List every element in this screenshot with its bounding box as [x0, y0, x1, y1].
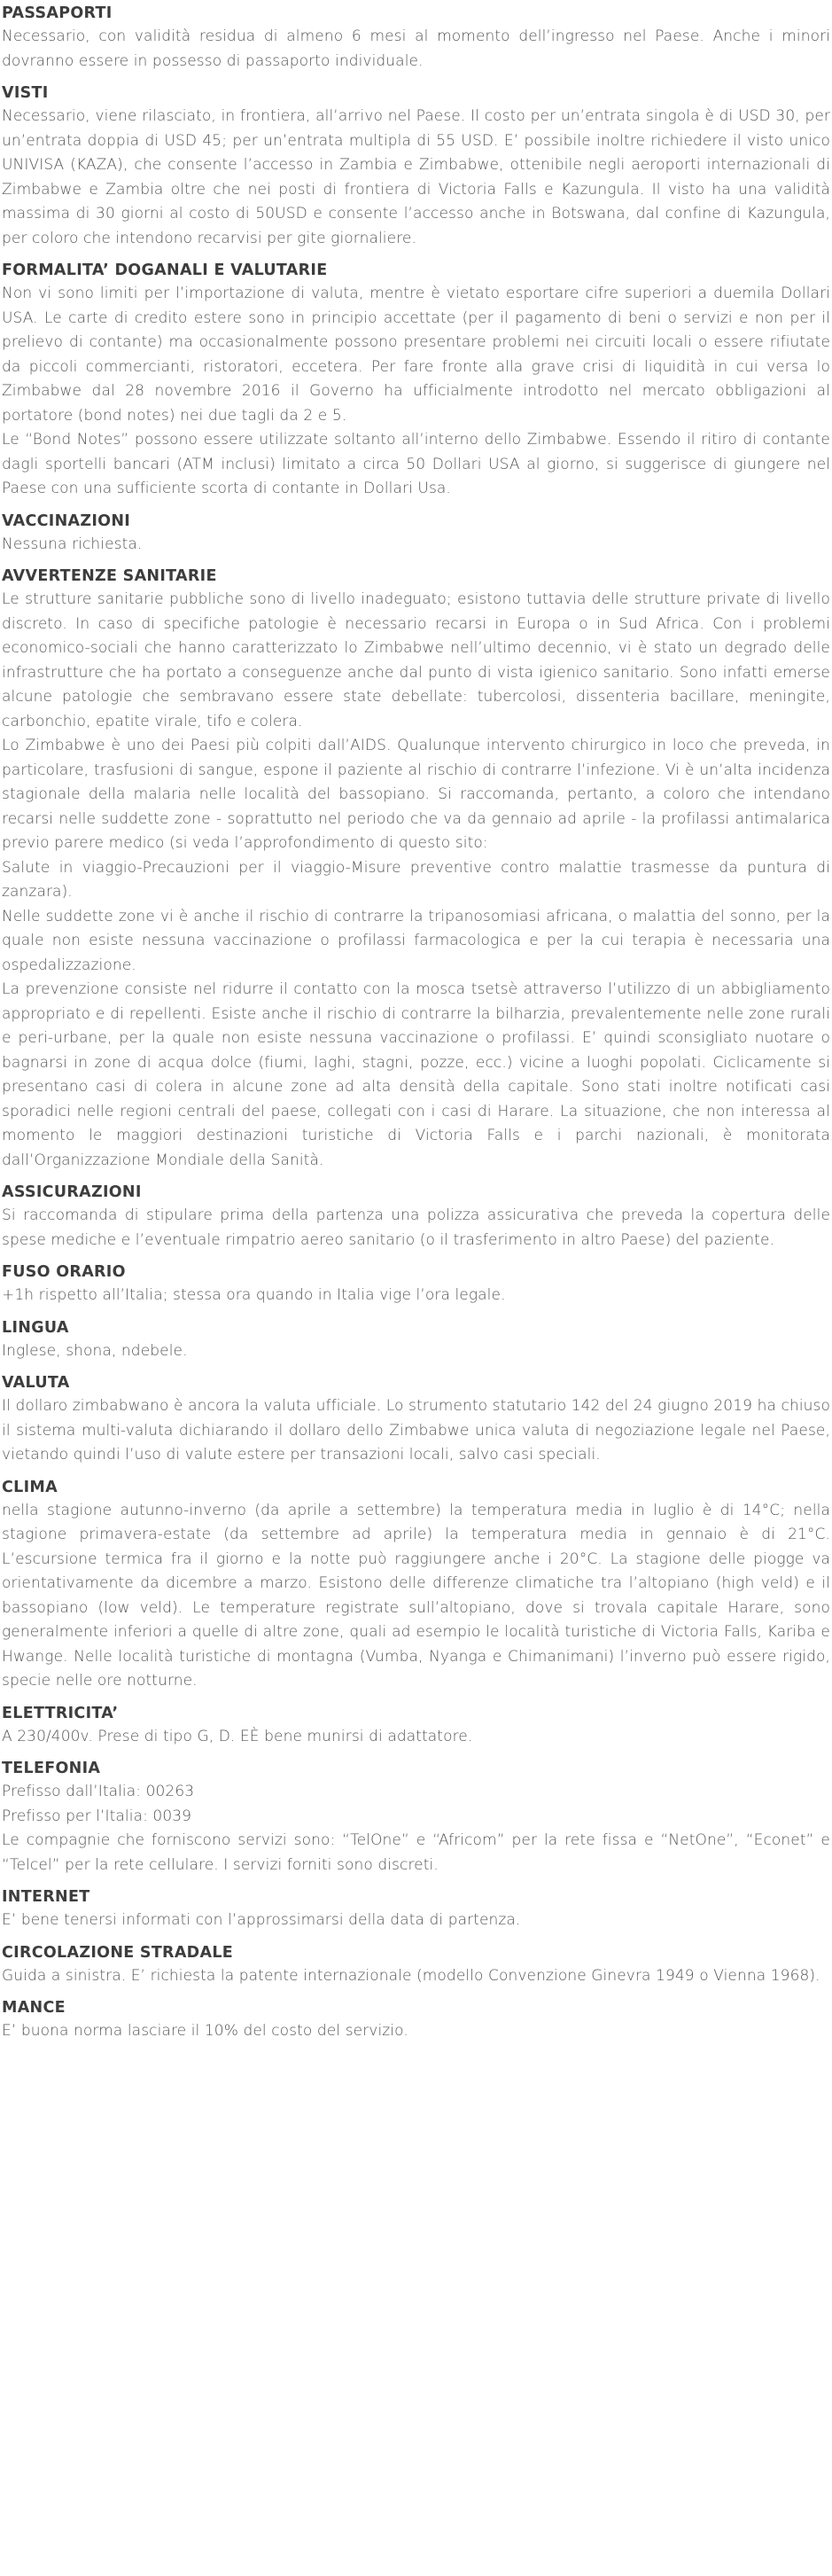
section-formalita-doganali — [2, 259, 830, 502]
section-visti — [2, 82, 830, 251]
section-title: VISTI — [2, 84, 49, 102]
section-paragraph: Nessuna richiesta. — [2, 535, 143, 553]
section-title: TELEFONIA — [2, 1760, 101, 1777]
section-avvertenze-sanitarie — [2, 565, 830, 1173]
section-assicurazioni — [2, 1181, 830, 1253]
section-title: CIRCOLAZIONE STRADALE — [2, 1943, 234, 1962]
section-paragraph: +1h rispetto all’Italia; stessa ora quando in Italia vige l’ora legale. — [2, 1286, 506, 1304]
section-paragraph: Necessario, viene rilasciato, in frontiera, all’arrivo nel Paese. Il costo per un’entrata singola è di USD 30, per un’entrata doppia di USD 45; per un’entrata multipla di 55 USD. E’ possibile inoltre richiedere il visto unico UNIVISA (KAZA), che consente l’accesso in Zambia e Zimbabwe, ottenibile negli aeroporti internazionali di Zimbabwe e Zambia oltre che nei posti di frontiera di Victoria Falls e Kazungula. Il visto ha una validità massima di 30 giorni al costo di 50USD e consente l’accesso anche in Botswana, dal confine di Kazungula, per coloro che intendono recarvisi per gite giornaliere. — [2, 107, 830, 247]
section-vaccinazioni — [2, 510, 830, 558]
section-paragraph: A 230/400v. Prese di tipo G, D. EÈ bene munirsi di adattatore. — [2, 1727, 473, 1745]
section-paragraph: nella stagione autunno-inverno (da aprile a settembre) la temperatura media in luglio è di 14°C; nella stagione primavera-estate (da settembre ad aprile) la temperatura media in gennaio è di 21°C. L’escursione termica fra il giorno e la notte può raggiungere anche i 20°C. La stagione delle piogge va orientativamente da dicembre a marzo. Esistono delle differenze climatiche tra l’altopiano (high veld) e il bassopiano (low veld). Le temperature registrate sull’altopiano, dove si trovala capitale Harare, sono generalmente inferiori a quelle di altre zone, quali ad esempio le località turistiche di Victoria Falls, Kariba e Hwange. Nelle località turistiche di montagna (Vumba, Nyanga e Chimanimani) l’inverno può essere rigido, specie nelle ore notturne. — [2, 1501, 830, 1690]
section-mance — [2, 1996, 830, 2044]
section-paragraph: Le compagnie che forniscono servizi sono: “TelOne” e “Africom” per la rete fissa e “NetOne”, “Econet” e “Telcel” per la rete cellulare. I servizi forniti sono discreti. — [2, 1831, 830, 1874]
section-paragraph: Salute in viaggio-Precauzioni per il viaggio-Misure preventive contro malattie trasmesse da puntura di zanzara). — [2, 858, 830, 901]
section-title: MANCE — [2, 1999, 66, 2017]
section-telefonia — [2, 1757, 830, 1877]
section-paragraph: Prefisso per l’Italia: 0039 — [2, 1807, 192, 1825]
section-paragraph: La prevenzione consiste nel ridurre il contatto con la mosca tsetsè attraverso l’utilizzo di un abbigliamento appropriato e di repellenti. Esiste anche il rischio di contrarre la bilharzia, prevalentemente nelle zone rurali e peri-urbane, per la quale non esiste nessuna vaccinazione o profilassi. E’ quindi sconsigliato nuotare o bagnarsi in zone di acqua dolce (fiumi, laghi, stagni, pozze, ecc.) vicine a luoghi popolati. Ciclicamente si presentano casi di colera in alcune zone ad alta densità della capitale. Sono stati inoltre notificati casi sporadici nelle regioni centrali del paese, collegati con i casi di Harare. La situazione, che non interessa al momento le maggiori destinazioni turistiche di Victoria Falls e i parchi nazionali, è monitorata dall’Organizzazione Mondiale della Sanità. — [2, 980, 830, 1169]
section-passaporti — [2, 2, 830, 74]
section-valuta — [2, 1371, 830, 1468]
section-title: INTERNET — [2, 1888, 90, 1906]
section-paragraph: Il dollaro zimbabwano è ancora la valuta ufficiale. Lo strumento statutario 142 del 24 giugno 2019 ha chiuso il sistema multi-valuta dichiarando il dollaro dello Zimbabwe unica valuta di negoziazione legale nel Paese, vietando quindi l’uso di valute estere per transazioni locali, salvo casi speciali. — [2, 1397, 830, 1464]
section-title: AVVERTENZE SANITARIE — [2, 567, 217, 585]
section-title: CLIMA — [2, 1478, 58, 1496]
section-title: FORMALITA’ DOGANALI E VALUTARIE — [2, 262, 328, 279]
section-title: ASSICURAZIONI — [2, 1183, 142, 1201]
section-paragraph: Necessario, con validità residua di almeno 6 mesi al momento dell’ingresso nel Paese. Anche i minori dovranno essere in possesso di passaporto individuale. — [2, 27, 830, 70]
section-clima — [2, 1476, 830, 1694]
section-title: LINGUA — [2, 1318, 69, 1337]
section-title: FUSO ORARIO — [2, 1263, 126, 1281]
section-paragraph: Le strutture sanitarie pubbliche sono di livello inadeguato; esistono tuttavia delle strutture private di livello discreto. In caso di specifiche patologie è necessario recarsi in Europa o in Sud Africa. Con i problemi economico-sociali che hanno caratterizzato lo Zimbabwe nell’ultimo decennio, vi è stato un degrado delle infrastrutture che ha portato a conseguenze anche dal punto di vista igienico sanitario. Sono infatti emerse alcune patologie che sembravano essere state debellate: tubercolosi, dissenteria bacillare, meningite, carbonchio, epatite virale, tifo e colera. — [2, 590, 830, 730]
section-title: VACCINAZIONI — [2, 511, 131, 530]
section-circolazione-stradale — [2, 1941, 830, 1989]
section-paragraph: Prefisso dall’Italia: 00263 — [2, 1783, 195, 1800]
section-paragraph: Guida a sinistra. E’ richiesta la patente internazionale (modello Convenzione Ginevra 1949 o Vienna 1968). — [2, 1966, 820, 1985]
section-title: ELETTRICITA’ — [2, 1704, 119, 1722]
section-paragraph: Si raccomanda di stipulare prima della partenza una polizza assicurativa che preveda la copertura delle spese mediche e l’eventuale rimpatrio aereo sanitario (o il trasferimento in altro Paese) del paziente. — [2, 1206, 830, 1249]
section-paragraph: Nelle suddette zone vi è anche il rischio di contrarre la tripanosomiasi africana, o malattia del sonno, per la quale non esiste nessuna vaccinazione o profilassi farmacologica e per la cui terapia è necessaria una ospedalizzazione. — [2, 907, 830, 974]
section-title: VALUTA — [2, 1374, 70, 1392]
section-paragraph: Lo Zimbabwe è uno dei Paesi più colpiti dall’AIDS. Qualunque intervento chirurgico in loco che preveda, in particolare, trasfusioni di sangue, espone il paziente al rischio di contrarre l’infezione. Vi è un’alta incidenza stagionale della malaria nelle località del bassopiano. Si raccomanda, pertanto, a coloro che intendano recarsi nelle suddette zone - soprattutto nel periodo che va da gennaio ad aprile - la profilassi antimalarica previo parere medico (si veda l’approfondimento di questo sito: — [2, 737, 830, 852]
section-lingua — [2, 1316, 830, 1364]
section-paragraph: E’ buona norma lasciare il 10% del costo del servizio. — [2, 2022, 408, 2040]
section-elettricita — [2, 1702, 830, 1750]
section-internet — [2, 1885, 830, 1933]
section-paragraph: Le “Bond Notes” possono essere utilizzate soltanto all’interno dello Zimbabwe. Essendo il ritiro di contante dagli sportelli bancari (ATM inclusi) limitato a circa 50 Dollari USA al giorno, si suggerisce di giungere nel Paese con una sufficiente scorta di contante in Dollari Usa. — [2, 431, 830, 497]
section-title: PASSAPORTI — [2, 4, 113, 22]
section-paragraph: E’ bene tenersi informati con l’approssimarsi della data di partenza. — [2, 1911, 521, 1929]
section-fuso-orario — [2, 1261, 830, 1308]
section-paragraph: Inglese, shona, ndebele. — [2, 1341, 188, 1360]
section-paragraph: Non vi sono limiti per l’importazione di valuta, mentre è vietato esportare cifre superiori a duemila Dollari USA. Le carte di credito estere sono in principio accettate (per il pagamento di beni o servizi e non per il prelievo di contante) ma occasionalmente possono presentare problemi nei circuiti locali o essere rifiutate da piccoli commercianti, ristoratori, eccetera. Per fare fronte alla grave crisi di liquidità in cui versa lo Zimbabwe dal 28 novembre 2016 il Governo ha ufficialmente introdotto nel mercato obbligazioni al portatore (bond notes) nei due tagli da 2 e 5. — [2, 285, 830, 425]
